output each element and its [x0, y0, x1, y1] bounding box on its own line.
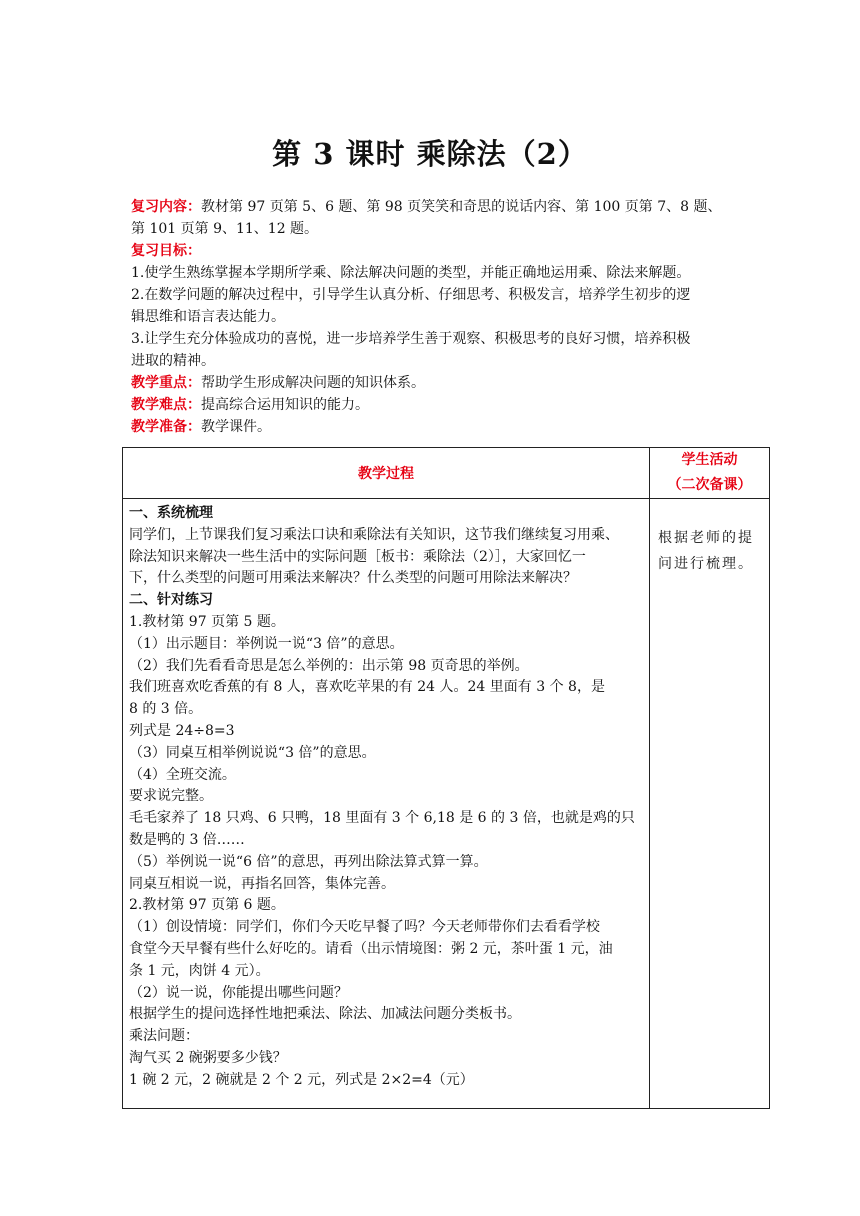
- content-line: 列式是 24÷8=3: [129, 722, 235, 739]
- key-point-label: 教学重点：: [131, 375, 201, 391]
- goal-3b: 进取的精神。: [131, 353, 215, 369]
- key-point-text: 帮助学生形成解决问题的知识体系。: [201, 375, 425, 391]
- goal-2a: 2.在数学问题的解决过程中，引导学生认真分析、仔细思考、积极发言，培养学生初步的逻: [131, 287, 691, 303]
- difficulty-text: 提高综合运用知识的能力。: [201, 397, 369, 413]
- content-line: 1.教材第 97 页第 5 题。: [129, 613, 285, 630]
- preparation: [131, 416, 741, 438]
- content-line: （1）出示题目：举例说一说“3 倍”的意思。: [129, 635, 404, 652]
- content-line: （4）全班交流。: [129, 766, 236, 783]
- student-activity-line: 问进行梳理。: [658, 556, 754, 572]
- review-content: [131, 196, 741, 218]
- review-goals-label: 复习目标：: [131, 243, 201, 259]
- content-line: 数是鸭的 3 倍……: [129, 831, 245, 848]
- key-point: [131, 372, 741, 394]
- content-line: 1 碗 2 元，2 碗就是 2 个 2 元，列式是 2×2=4（元）: [129, 1071, 474, 1088]
- review-content-cont: 第 101 页第 9、11、12 题。: [131, 221, 319, 237]
- preparation-text: 教学课件。: [201, 419, 271, 435]
- content-line: 2.教材第 97 页第 6 题。: [129, 897, 285, 914]
- goal-1: 1.使学生熟练掌握本学期所学乘、除法解决问题的类型，并能正确地运用乘、除法来解题。: [131, 265, 691, 281]
- teaching-process-content: [123, 499, 650, 1109]
- teaching-process-table: [122, 447, 770, 1109]
- content-line: 根据学生的提问选择性地把乘法、除法、加减法问题分类板书。: [129, 1006, 521, 1023]
- content-line: 食堂今天早餐有些什么好吃的。请看（出示情境图：粥 2 元，茶叶蛋 1 元，油: [129, 940, 613, 957]
- review-goals-heading: [131, 240, 741, 262]
- header-student-activity-line1: 学生活动: [681, 452, 738, 468]
- preparation-label: 教学准备：: [131, 419, 201, 435]
- content-line: （1）创设情境：同学们，你们今天吃早餐了吗？今天老师带你们去看看学校: [129, 919, 600, 936]
- content-line: 淘气买 2 碗粥要多少钱？: [129, 1049, 287, 1066]
- content-line: 乘法问题：: [129, 1028, 199, 1045]
- student-activity-line: 根据老师的提: [658, 530, 754, 546]
- page-title: 第 3 课时 乘除法（2）: [272, 137, 588, 171]
- goal-2b: 辑思维和语言表达能力。: [131, 309, 285, 325]
- content-line: 要求说完整。: [129, 788, 213, 805]
- content-line: 下，什么类型的问题可用乘法来解决？什么类型的问题可用除法来解决？: [129, 570, 577, 587]
- review-content-text: 教材第 97 页第 5、6 题、第 98 页笑笑和奇思的说话内容、第 100 页第 7、8 题、: [201, 199, 722, 215]
- content-line: 8 的 3 倍。: [129, 701, 203, 718]
- header-student-activity-line2: （二次备课）: [667, 477, 752, 493]
- section-heading-2: 二、针对练习: [129, 592, 213, 609]
- difficulty: [131, 394, 741, 416]
- student-activity-cell: [650, 499, 770, 1109]
- content-line: 毛毛家养了 18 只鸡、6 只鸭，18 里面有 3 个 6,18 是 6 的 3 倍，也就是鸡的只: [129, 810, 635, 827]
- header-student-activity: [650, 448, 770, 499]
- content-line: （5）举例说一说“6 倍”的意思，再列出除法算式算一算。: [129, 853, 488, 870]
- review-content-label: 复习内容：: [131, 199, 201, 215]
- content-line: 同桌互相说一说，再指名回答，集体完善。: [129, 875, 395, 892]
- content-line: 我们班喜欢吃香蕉的有 8 人，喜欢吃苹果的有 24 人。24 里面有 3 个 8，是: [129, 679, 605, 696]
- difficulty-label: 教学难点：: [131, 397, 201, 413]
- lesson-intro: [131, 196, 741, 438]
- content-line: 同学们，上节课我们复习乘法口诀和乘除法有关知识，这节我们继续复习用乘、: [129, 526, 619, 543]
- content-line: 除法知识来解决一些生活中的实际问题［板书：乘除法（2）］，大家回忆一: [129, 548, 586, 565]
- content-line: 条 1 元，肉饼 4 元）。: [129, 962, 270, 979]
- section-heading-1: 一、系统梳理: [129, 505, 213, 521]
- goal-3a: 3.让学生充分体验成功的喜悦，进一步培养学生善于观察、积极思考的良好习惯，培养积极: [131, 331, 691, 347]
- content-line: （2）我们先看看奇思是怎么举例的：出示第 98 页奇思的举例。: [129, 657, 529, 674]
- content-line: （3）同桌互相举例说说“3 倍”的意思。: [129, 744, 376, 761]
- content-line: （2）说一说，你能提出哪些问题？: [129, 984, 348, 1001]
- header-teaching-process: 教学过程: [123, 448, 650, 499]
